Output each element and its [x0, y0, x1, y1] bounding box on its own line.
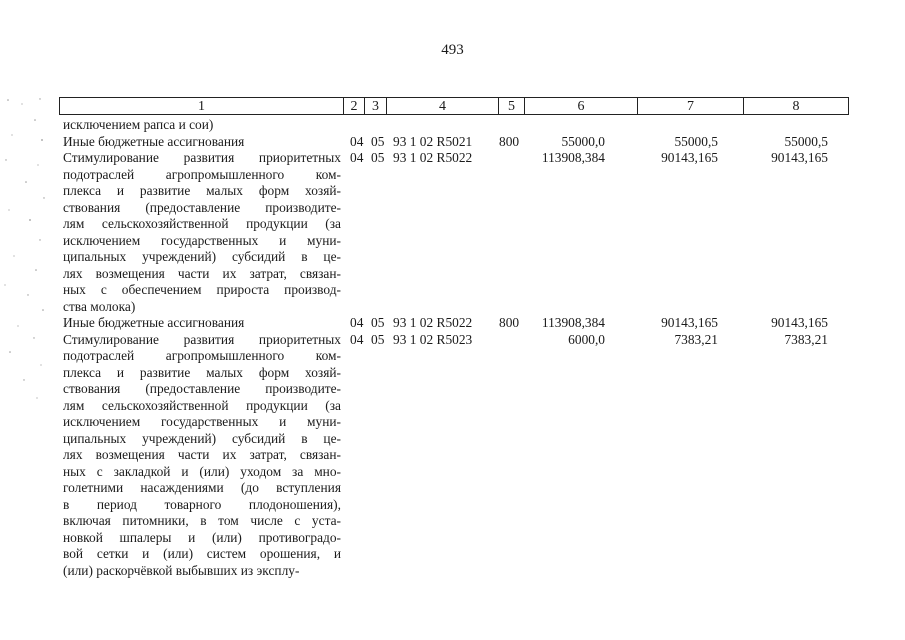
cell-c8: 90143,165	[771, 150, 828, 165]
description-line: новкой шпалеры и (или) противоградо-	[63, 529, 341, 545]
description-line: вой сетки и (или) систем орошения, и	[63, 546, 341, 561]
cell-c3: 05	[371, 315, 385, 330]
cell-c6: 55000,0	[561, 133, 605, 149]
cell-c7: 55000,5	[674, 133, 718, 149]
cell-c3: 05	[371, 133, 385, 149]
description-line: лях возмещения части их затрат, связан-	[63, 447, 341, 462]
cell-c5: 800	[499, 315, 520, 330]
cell-c3: 05	[371, 331, 385, 347]
header-col-7: 7	[638, 98, 744, 114]
description-line: ствования (предоставление производите-	[63, 381, 341, 396]
description-line: подотраслей агропромышленного ком-	[63, 166, 341, 182]
description-line: голетними насаждениями (до вступления	[63, 480, 341, 495]
scan-noise	[0, 80, 55, 410]
description-line: лям сельскохозяйственной продукции (за	[63, 216, 341, 231]
row-description	[63, 332, 341, 580]
description-line: ствования (предоставление производите-	[63, 199, 341, 215]
page-number: 493	[441, 42, 464, 58]
row-description	[63, 150, 341, 315]
cell-c6: 113908,384	[541, 150, 605, 165]
header-col-5: 5	[499, 98, 525, 114]
header-col-3: 3	[365, 98, 387, 114]
header-col-6: 6	[525, 98, 638, 114]
cell-c6: 6000,0	[568, 331, 605, 347]
cell-c4: 93 1 02 R5023	[393, 331, 473, 347]
cell-c2: 04	[350, 331, 364, 347]
cell-c8: 90143,165	[771, 315, 828, 330]
description-line: подотраслей агропромышленного ком-	[63, 348, 341, 363]
description-line: ципальных учреждений) субсидий в це-	[63, 249, 341, 264]
description-line: исключением государственных и муни-	[63, 414, 341, 429]
cell-c7: 90143,165	[661, 150, 718, 165]
cell-c2: 04	[350, 315, 364, 330]
row-description	[63, 315, 341, 332]
description-line: ных с обеспечением прироста производ-	[63, 282, 341, 297]
cell-c5: 800	[499, 133, 520, 149]
cell-c8: 55000,5	[784, 133, 828, 149]
description-line: включая питомники, в том числе с уста-	[63, 513, 341, 528]
header-col-4: 4	[387, 98, 499, 114]
row-description	[63, 134, 341, 151]
description-line: плекса и развитие малых форм хозяй-	[63, 364, 341, 380]
description-line: исключением государственных и муни-	[63, 232, 341, 248]
description-line: лях возмещения части их затрат, связан-	[63, 265, 341, 281]
description-line: Стимулирование развития приоритетных	[63, 150, 341, 165]
header-col-1: 1	[60, 98, 344, 114]
header-col-8: 8	[792, 99, 800, 114]
row-description	[63, 117, 341, 134]
description-line: плекса и развитие малых форм хозяй-	[63, 183, 341, 198]
header-col-2: 2	[344, 98, 365, 114]
cell-c6: 113908,384	[541, 315, 605, 330]
description-line: исключением рапса и сои)	[63, 117, 214, 132]
cell-c4: 93 1 02 R5022	[393, 150, 473, 165]
description-line: ных с закладкой и (или) уходом за мно-	[63, 463, 341, 479]
description-line: лям сельскохозяйственной продукции (за	[63, 397, 341, 413]
cell-c2: 04	[350, 150, 364, 165]
cell-c4: 93 1 02 R5022	[393, 315, 473, 330]
cell-c7: 7383,21	[674, 331, 718, 347]
cell-c2: 04	[350, 133, 364, 149]
description-line: Иные бюджетные ассигнования	[63, 315, 245, 330]
cell-c4: 93 1 02 R5021	[393, 133, 473, 149]
description-line: ства молока)	[63, 298, 136, 314]
description-line: Стимулирование развития приоритетных	[63, 331, 341, 347]
cell-c7: 90143,165	[661, 315, 718, 330]
description-line: (или) раскорчёвкой выбывших из эксплу-	[63, 562, 300, 578]
description-line: Иные бюджетные ассигнования	[63, 133, 245, 149]
description-line: ципальных учреждений) субсидий в це-	[63, 430, 341, 446]
cell-c8: 7383,21	[784, 331, 828, 347]
cell-c3: 05	[371, 150, 385, 165]
description-line: в период товарного плодоношения),	[63, 496, 341, 512]
